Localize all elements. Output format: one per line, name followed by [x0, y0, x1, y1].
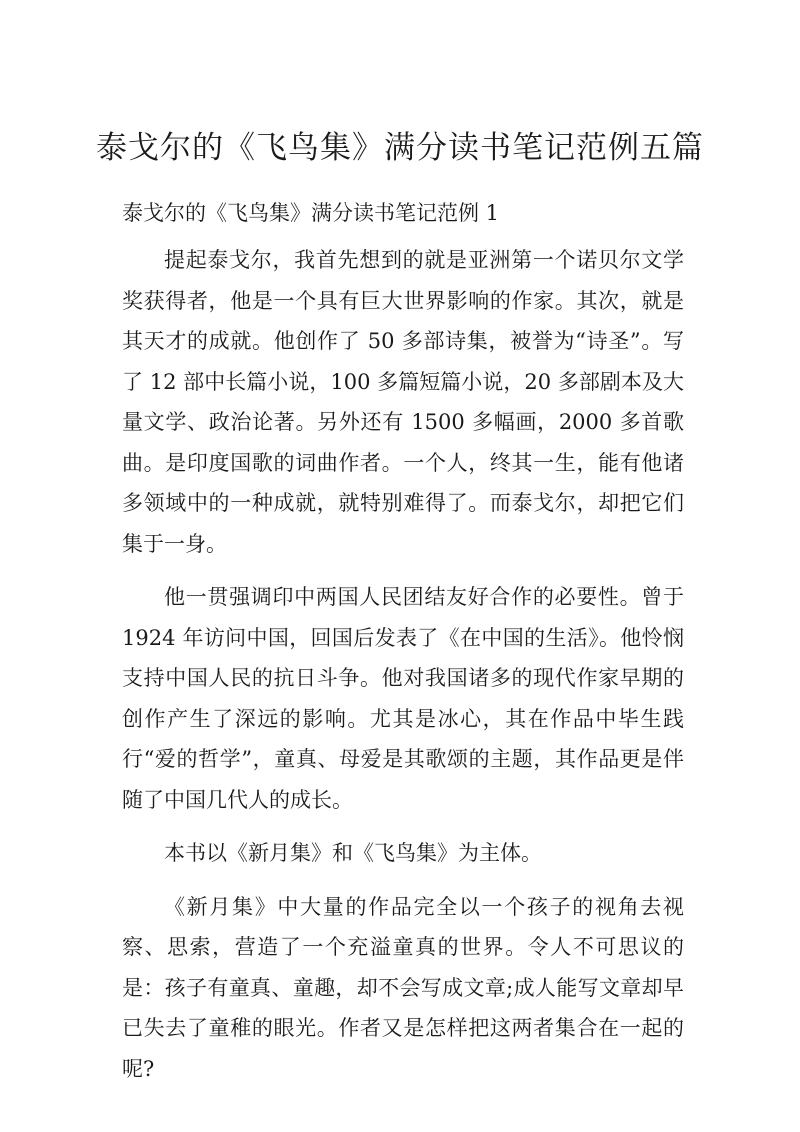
paragraph: 提起泰戈尔，我首先想到的就是亚洲第一个诺贝尔文学奖获得者，他是一个具有巨大世界影响的作家。其次，就是其天才的成就。他创作了 50 多部诗集，被誉为“诗圣”。写了 12 部中长篇小说，100 多篇短篇小说，20 多部剧本及大量文学、政治论著。另外还有 1500 多幅画，2000 多首歌曲。是印度国歌的词曲作者。一个人，终其一生，能有他诸多领域中的一种成就，就特别难得了。而泰戈尔，却把它们集于一身。: [122, 248, 684, 556]
section-heading: 泰戈尔的《飞鸟集》满分读书笔记范例 1: [122, 201, 500, 225]
document-body: [122, 240, 684, 1102]
paragraph: 他一贯强调印中两国人民团结友好合作的必要性。曾于1924 年访问中国，回国后发表了《在中国的生活》。他怜悯支持中国人民的抗日斗争。他对我国诸多的现代作家早期的创作产生了深远的影响。尤其是冰心，其在作品中毕生践行“爱的哲学”，童真、母爱是其歌颂的主题，其作品更是伴随了中国几代人的成长。: [122, 585, 684, 812]
document-title: 泰戈尔的《飞鸟集》满分读书笔记范例五篇: [96, 130, 704, 166]
paragraph: 《新月集》中大量的作品完全以一个孩子的视角去视察、思索，营造了一个充溢童真的世界。令人不可思议的是：孩子有童真、童趣，却不会写成文章;成人能写文章却早已失去了童稚的眼光。作者又是怎样把这两者集合在一起的呢?: [122, 894, 684, 1081]
paragraph: 本书以《新月集》和《飞鸟集》为主体。: [164, 841, 542, 865]
